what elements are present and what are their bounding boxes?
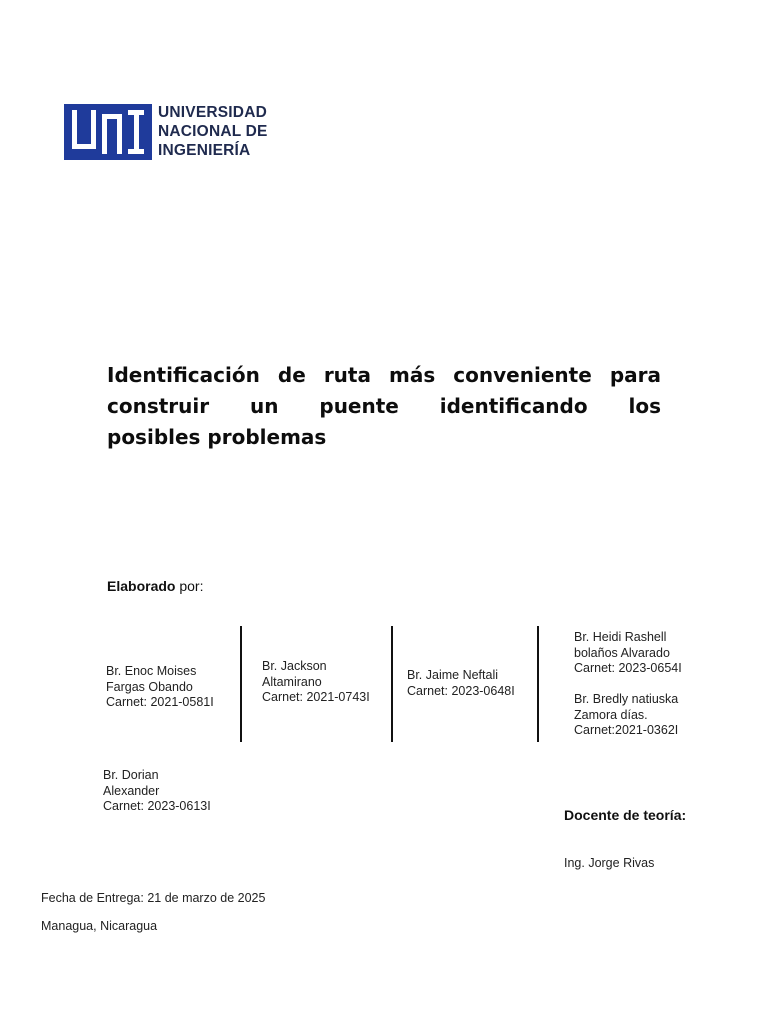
university-logo <box>64 104 268 162</box>
author-line: Carnet: 2023-0648I <box>407 683 515 698</box>
divider-1 <box>240 626 242 742</box>
author-line: Fargas Obando <box>106 679 193 694</box>
author-enoc <box>106 664 214 711</box>
fecha-entrega: Fecha de Entrega: 21 de marzo de 2025 <box>41 891 266 905</box>
logo-text-line-2: NACIONAL DE <box>158 123 268 140</box>
title-line-3: posibles problemas <box>107 425 327 449</box>
author-line: Altamirano <box>262 674 322 689</box>
author-line: Br. Enoc Moises <box>106 664 197 678</box>
author-line: Br. Heidi Rashell <box>574 630 667 644</box>
author-line: Alexander <box>103 783 160 798</box>
lugar: Managua, Nicaragua <box>41 919 158 933</box>
author-line: Carnet:2021-0362I <box>574 723 679 737</box>
author-jackson <box>262 659 370 706</box>
title-line-2: construir un puente identificando los <box>107 394 661 418</box>
uni-logo-mark-icon <box>64 104 152 160</box>
author-line: Zamora días. <box>574 707 648 722</box>
author-dorian <box>103 768 211 815</box>
docente-heading: Docente de teoría: <box>564 807 687 823</box>
author-line: Carnet: 2023-0654I <box>574 661 682 675</box>
document-title <box>107 360 661 453</box>
author-line: Carnet: 2021-0743I <box>262 690 370 704</box>
elaborado-bold: Elaborado <box>107 578 176 594</box>
author-line: bolaños Alvarado <box>574 645 670 660</box>
author-line: Carnet: 2021-0581I <box>106 695 214 709</box>
author-jaime <box>407 668 515 699</box>
author-line: Carnet: 2023-0613I <box>103 799 211 813</box>
logo-text-line-3: INGENIERÍA <box>158 142 251 159</box>
docente-name: Ing. Jorge Rivas <box>564 856 655 870</box>
divider-2 <box>391 626 393 742</box>
divider-3 <box>537 626 539 742</box>
elaborado-rest: por: <box>175 578 204 594</box>
author-line: Br. Jaime Neftali <box>407 668 499 682</box>
author-heidi <box>574 630 682 677</box>
author-bredly <box>574 692 678 739</box>
title-line-1: Identificación de ruta más conveniente para <box>107 363 661 387</box>
author-line: Br. Bredly natiuska <box>574 692 679 706</box>
author-line: Br. Jackson <box>262 659 327 673</box>
author-line: Br. Dorian <box>103 768 159 782</box>
logo-text-line-1: UNIVERSIDAD <box>158 104 267 121</box>
elaborado-heading <box>107 578 203 594</box>
